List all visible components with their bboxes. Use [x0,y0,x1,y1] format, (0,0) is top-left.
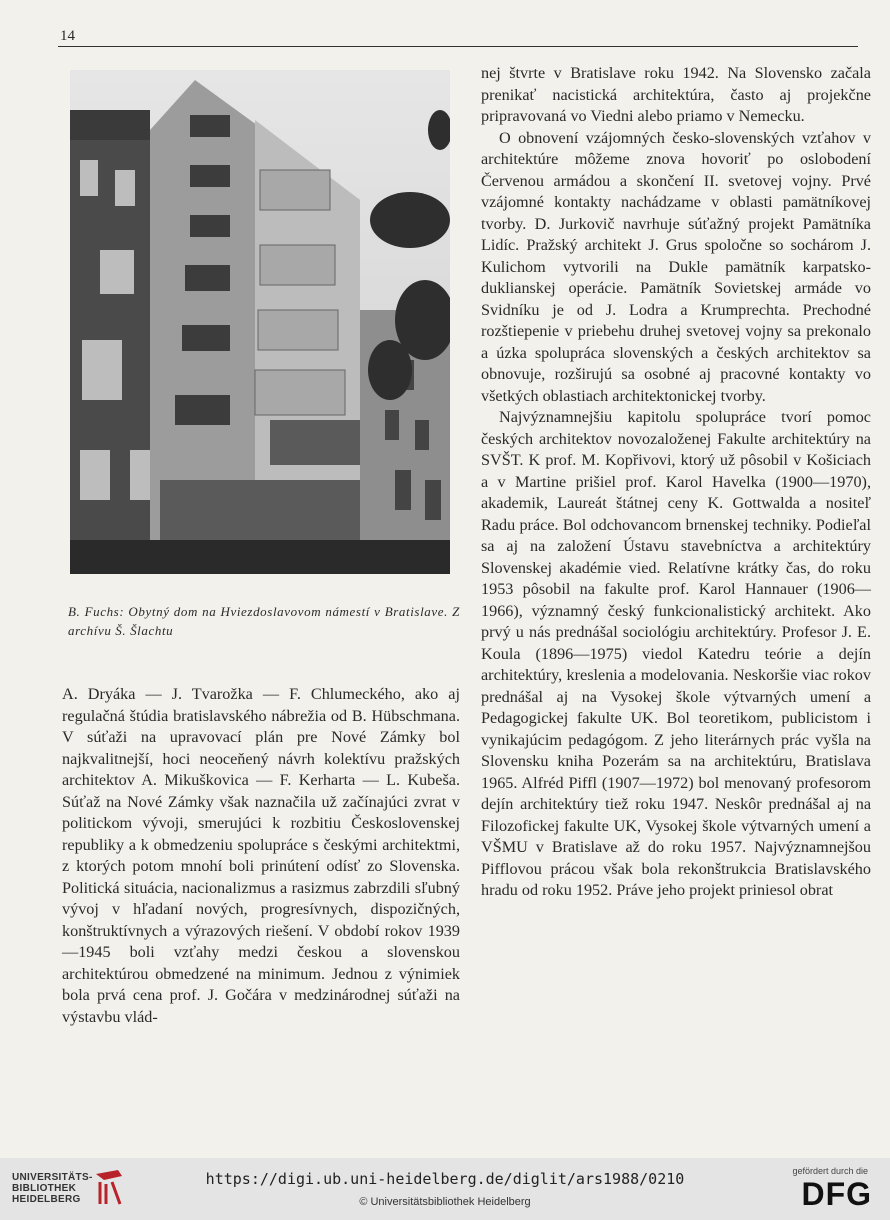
paragraph: nej štvrte v Bratislave roku 1942. Na Slovensko začala prenikať nacistická architektúra, často aj projekčne pripravovaná vo Viedni alebo priamo v Nemecku. [481,64,871,125]
copyright-text: © Universitätsbibliothek Heidelberg [359,1196,531,1208]
paragraph: Najvýznamnejšiu kapitolu spolupráce tvorí pomoc českých architektov novozaloženej Fakulte architektúry na SVŠT. K prof. M. Kopřivovi, ktorý už pôsobil v Košiciach a v Martine prišiel prof. Karol Havelka (1900—1970), akademik, Laureát štátnej ceny K. Gottwalda a nositeľ Radu práce. Bol odchovancom brnenskej techniky. Podieľal sa aj na založení Ústavu stavebníctva a architektúry Slovenskej akadémie vied. Relatívne krátky čas, do roku 1953 pôsobil na fakulte prof. Karol Hannauer (1906—1966), významný český funkcionalistický architekt. Ako prvý u nás prednášal sociológiu architektúry. Profesor J. E. Koula (1896—1975) viedol Katedru teórie a dejín architektúry, kreslenia a modelovania. Neskoršie viac rokov prednášal aj na Vysokej škole výtvarných umení a Pedagogickej fakulte UK. Bol teoretikom, publicistom i vynikajúcim pedagógom. Z jeho literárnych prác vyšla na Slovensku kniha Pozerám sa na architektúru, Bratislava 1965. Alfréd Piffl (1907—1972) bol menovaný profesorom dejín architektúry tiež roku 1947. Neskôr prednášal aj na Filozofickej fakulte UK, Vysokej škole výtvarných umení a VŠMU v Bratislave až do roku 1957. Najvýznamnejšou Pifflovou prácou však bola rekonštrukcia Bratislavského hradu od roku 1952. Práve jeho projekt priniesol obrat [481,408,871,899]
dfg-logo[interactable]: DFG [801,1176,872,1212]
library-name-line: BIBLIOTHEK [12,1183,77,1194]
page-url-link[interactable]: https://digi.ub.uni-heidelberg.de/diglit/ars1988/0210 [205,1170,685,1188]
building-photo [70,70,450,574]
right-column [481,63,871,902]
header-rule [58,46,858,47]
photo-caption: B. Fuchs: Obytný dom na Hviezdoslavovom námestí v Bratislave. Z archívu Š. Šlachtu [68,604,460,638]
paragraph: A. Dryáka — J. Tvarožka — F. Chlumeckého, ako aj regulačná štúdia bratislavského nábrežia od B. Hübschmana. V súťaži na upravovací plán pre Nové Zámky bol najkvalitnejší, hoci neoceňený návrh kolektívu pražských architektov A. Mikuškovica — F. Kerharta — L. Kubeša. Súťaž na Nové Zámky však naznačila už začínajúci zvrat v politickom vývoji, smerujúci k rozbitiu Československej republiky a k obmedzeniu spolupráce s českými architektmi, z ktorých potom mnohí boli prinútení odísť zo Slovenska. Politická situácia, nacionalizmus a rasizmus zabrzdili sľubný vývoj v hľadaní nových, progresívnych, dispozičných, konštruktívnych a výrazových riešení. V období rokov 1939—1945 boli vzťahy medzi českou a slovenskou architektúrou obmedzené na minimum. Jednou z výnimiek bola prvá cena prof. J. Gočára v medzinárodnej súťaži na výstavbu vlád- [62,685,460,1026]
footer-bar [0,1158,890,1220]
library-name-line: HEIDELBERG [12,1194,81,1205]
paragraph: O obnovení vzájomných česko-slovenských vzťahov v architektúre môžeme znova hovoriť po oslobodení Červenou armádou a skončení II. svetovej vojny. Prvé vzájomné kontakty nachádzame v oblasti pamätníkovej tvorby. D. Jurkovič navrhuje súťažný projekt Pamätníka Lidíc. Pražský architekt J. Grus spoločne so sochárom J. Kulichom vytvorili na Dukle pamätník karpatsko-duklianskej operácie. Pamätník Sovietskej armáde vo Svidníku je od J. Lodra a Krumprechta. Prechodné rozštiepenie v priebehu druhej svetovej vojny sa prekonalo a úzka spolupráca slovenských a českých architektov sa obnovuje, rozširujú sa osobné aj pracovné kontakty vo všetkých oblastiach architektonickej tvorby. [481,128,871,405]
page-number: 14 [60,28,75,44]
left-column [62,684,460,1028]
funding-text: gefördert durch die [792,1166,868,1176]
library-name-line: UNIVERSITÄTS- [12,1172,93,1183]
